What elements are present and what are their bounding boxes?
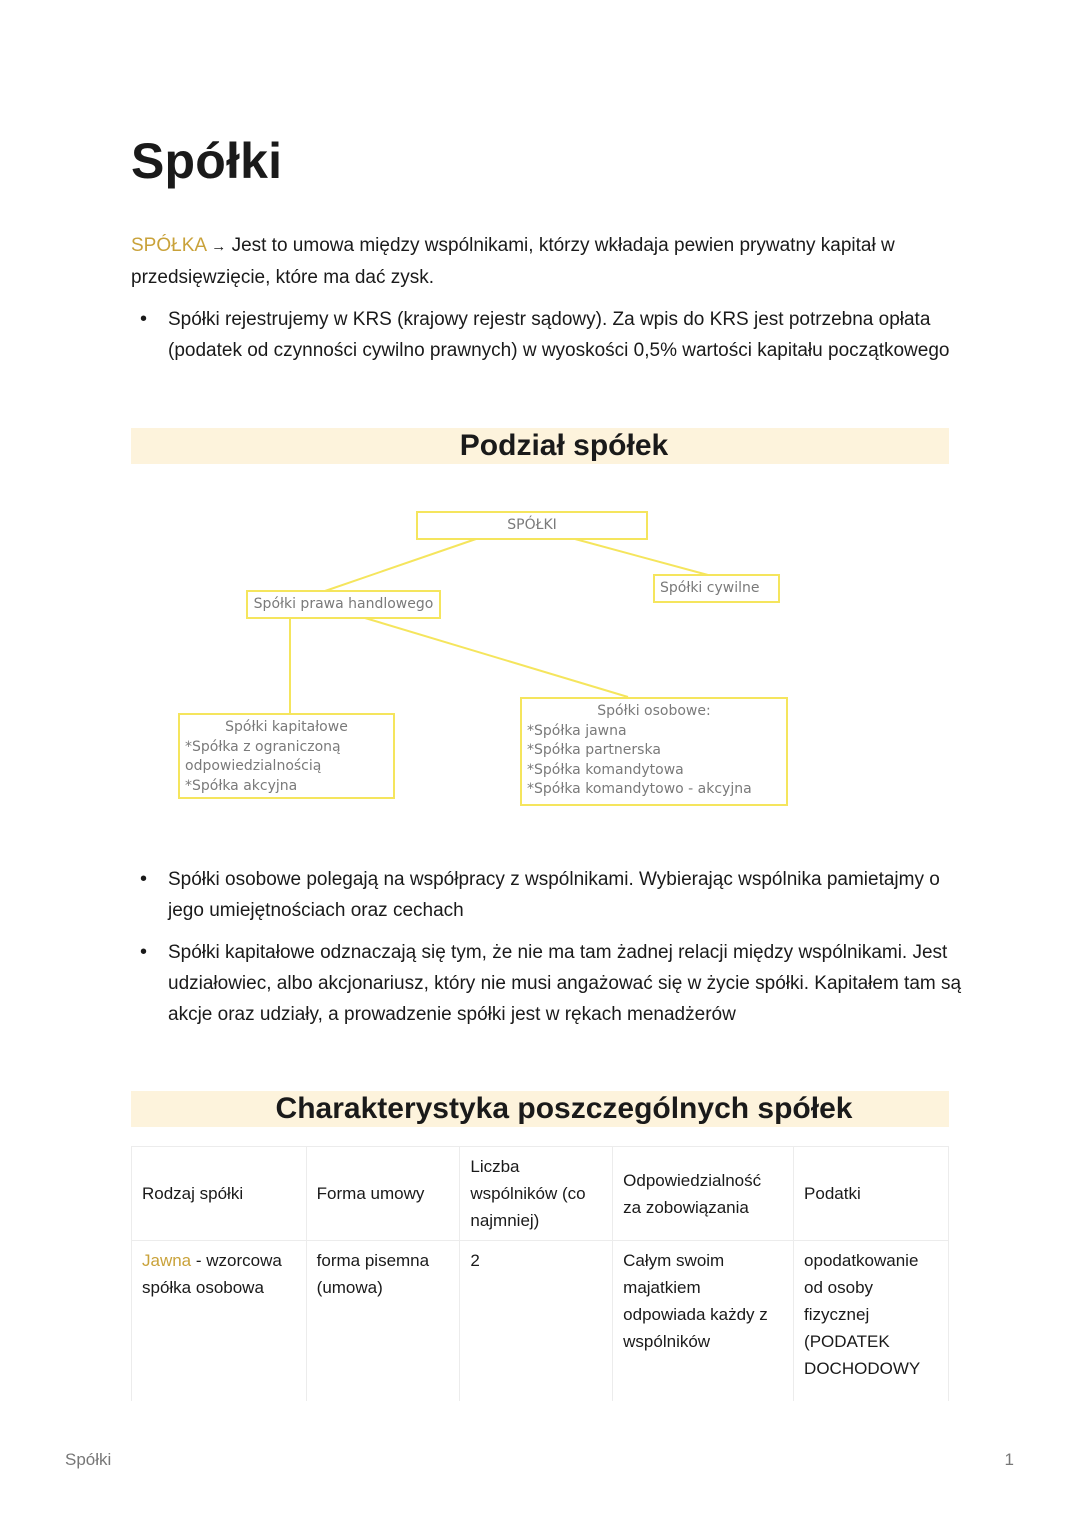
cell-rodzaj-rest: - wzorcowa spółka osobowa (142, 1251, 282, 1297)
intro-text: Jest to umowa między wspólnikami, którzy wkładaja pewien prywatny kapitał w przedsięwzięcie, które ma dać zysk. (131, 235, 895, 288)
bullet-krs: • Spółki rejestrujemy w KRS (krajowy rejestr sądowy). Za wpis do KRS jest potrzebna opłata (podatek od czynności cywilno prawnych) w wyoskości 0,5% wartości kapitału początkowego (140, 304, 978, 366)
section-title-charakterystyka: Charakterystyka poszczególnych spółek (275, 1092, 853, 1125)
table-row (132, 1241, 949, 1402)
osobowe-item: *Spółka komandytowo - akcyjna (527, 781, 752, 797)
table-header-row (132, 1147, 949, 1241)
header-forma: Forma umowy (306, 1147, 460, 1241)
connector-root-cywilne (575, 539, 708, 575)
footer-doc-title: Spółki (65, 1450, 112, 1469)
header-podatki: Podatki (794, 1147, 949, 1241)
osobowe-item: *Spółka komandytowa (527, 761, 684, 778)
intro-term: SPÓŁKA (131, 235, 206, 256)
bullet-kapitalowe: • Spółki kapitałowe odznaczają się tym, że nie ma tam żadnej relacji między wspólnikami. Jest udziałowiec, albo akcjonariusz, który nie musi angażować się w życie spółki. Kapitałem tam są akcje oraz udziały, a prowadzenie spółki jest w rękach menadżerów (140, 937, 978, 1030)
connector-handlowe-osobowe (365, 618, 628, 697)
cell-liczba: 2 (460, 1241, 613, 1402)
header-rodzaj: Rodzaj spółki (132, 1147, 307, 1241)
osobowe-item: *Spółka jawna (527, 722, 627, 739)
diagram-node-handlowe: Spółki prawa handlowego (246, 590, 441, 619)
cell-rodzaj (132, 1241, 307, 1402)
cell-podatki: opodatkowanie od osoby fizycznej (PODATEK DOCHODOWY (794, 1241, 949, 1402)
section-band-charakterystyka (131, 1091, 949, 1127)
kapitalowe-item: odpowiedzialnością (185, 758, 322, 774)
kapitalowe-item: *Spółka akcyjna (185, 777, 298, 794)
bullet-osobowe: • Spółki osobowe polegają na współpracy z wspólnikami. Wybierając wspólnika pamietajmy o jego umiejętnościach oraz cechach (140, 864, 978, 926)
header-liczba: Liczba wspólników (co najmniej) (460, 1147, 613, 1241)
cell-odpowiedzialnosc: Całym swoim majatkiem odpowiada każdy z wspólników (613, 1241, 794, 1402)
footer-page-number: 1 (1004, 1450, 1014, 1469)
connector-root-handlowe (325, 539, 476, 591)
header-odpowiedzialnosc: Odpowiedzialność za zobowiązania (613, 1147, 794, 1241)
cell-rodzaj-accent: Jawna (142, 1251, 192, 1270)
cell-forma: forma pisemna (umowa) (306, 1241, 460, 1402)
osobowe-title: Spółki osobowe: (597, 703, 711, 719)
diagram-node-root: SPÓŁKI (416, 511, 648, 540)
section-title-podzial: Podział spółek (459, 429, 669, 462)
characteristics-table (131, 1146, 949, 1401)
kapitalowe-title: Spółki kapitałowe (225, 719, 348, 735)
kapitalowe-item: *Spółka z ograniczoną (185, 738, 341, 755)
diagram-node-cywilne: Spółki cywilne (653, 574, 780, 603)
page-title: Spółki (131, 133, 283, 189)
osobowe-item: *Spółka partnerska (527, 742, 661, 758)
arrow-icon: → (211, 238, 227, 255)
diagram-node-osobowe (520, 697, 788, 806)
diagram-node-kapitalowe (178, 713, 395, 799)
